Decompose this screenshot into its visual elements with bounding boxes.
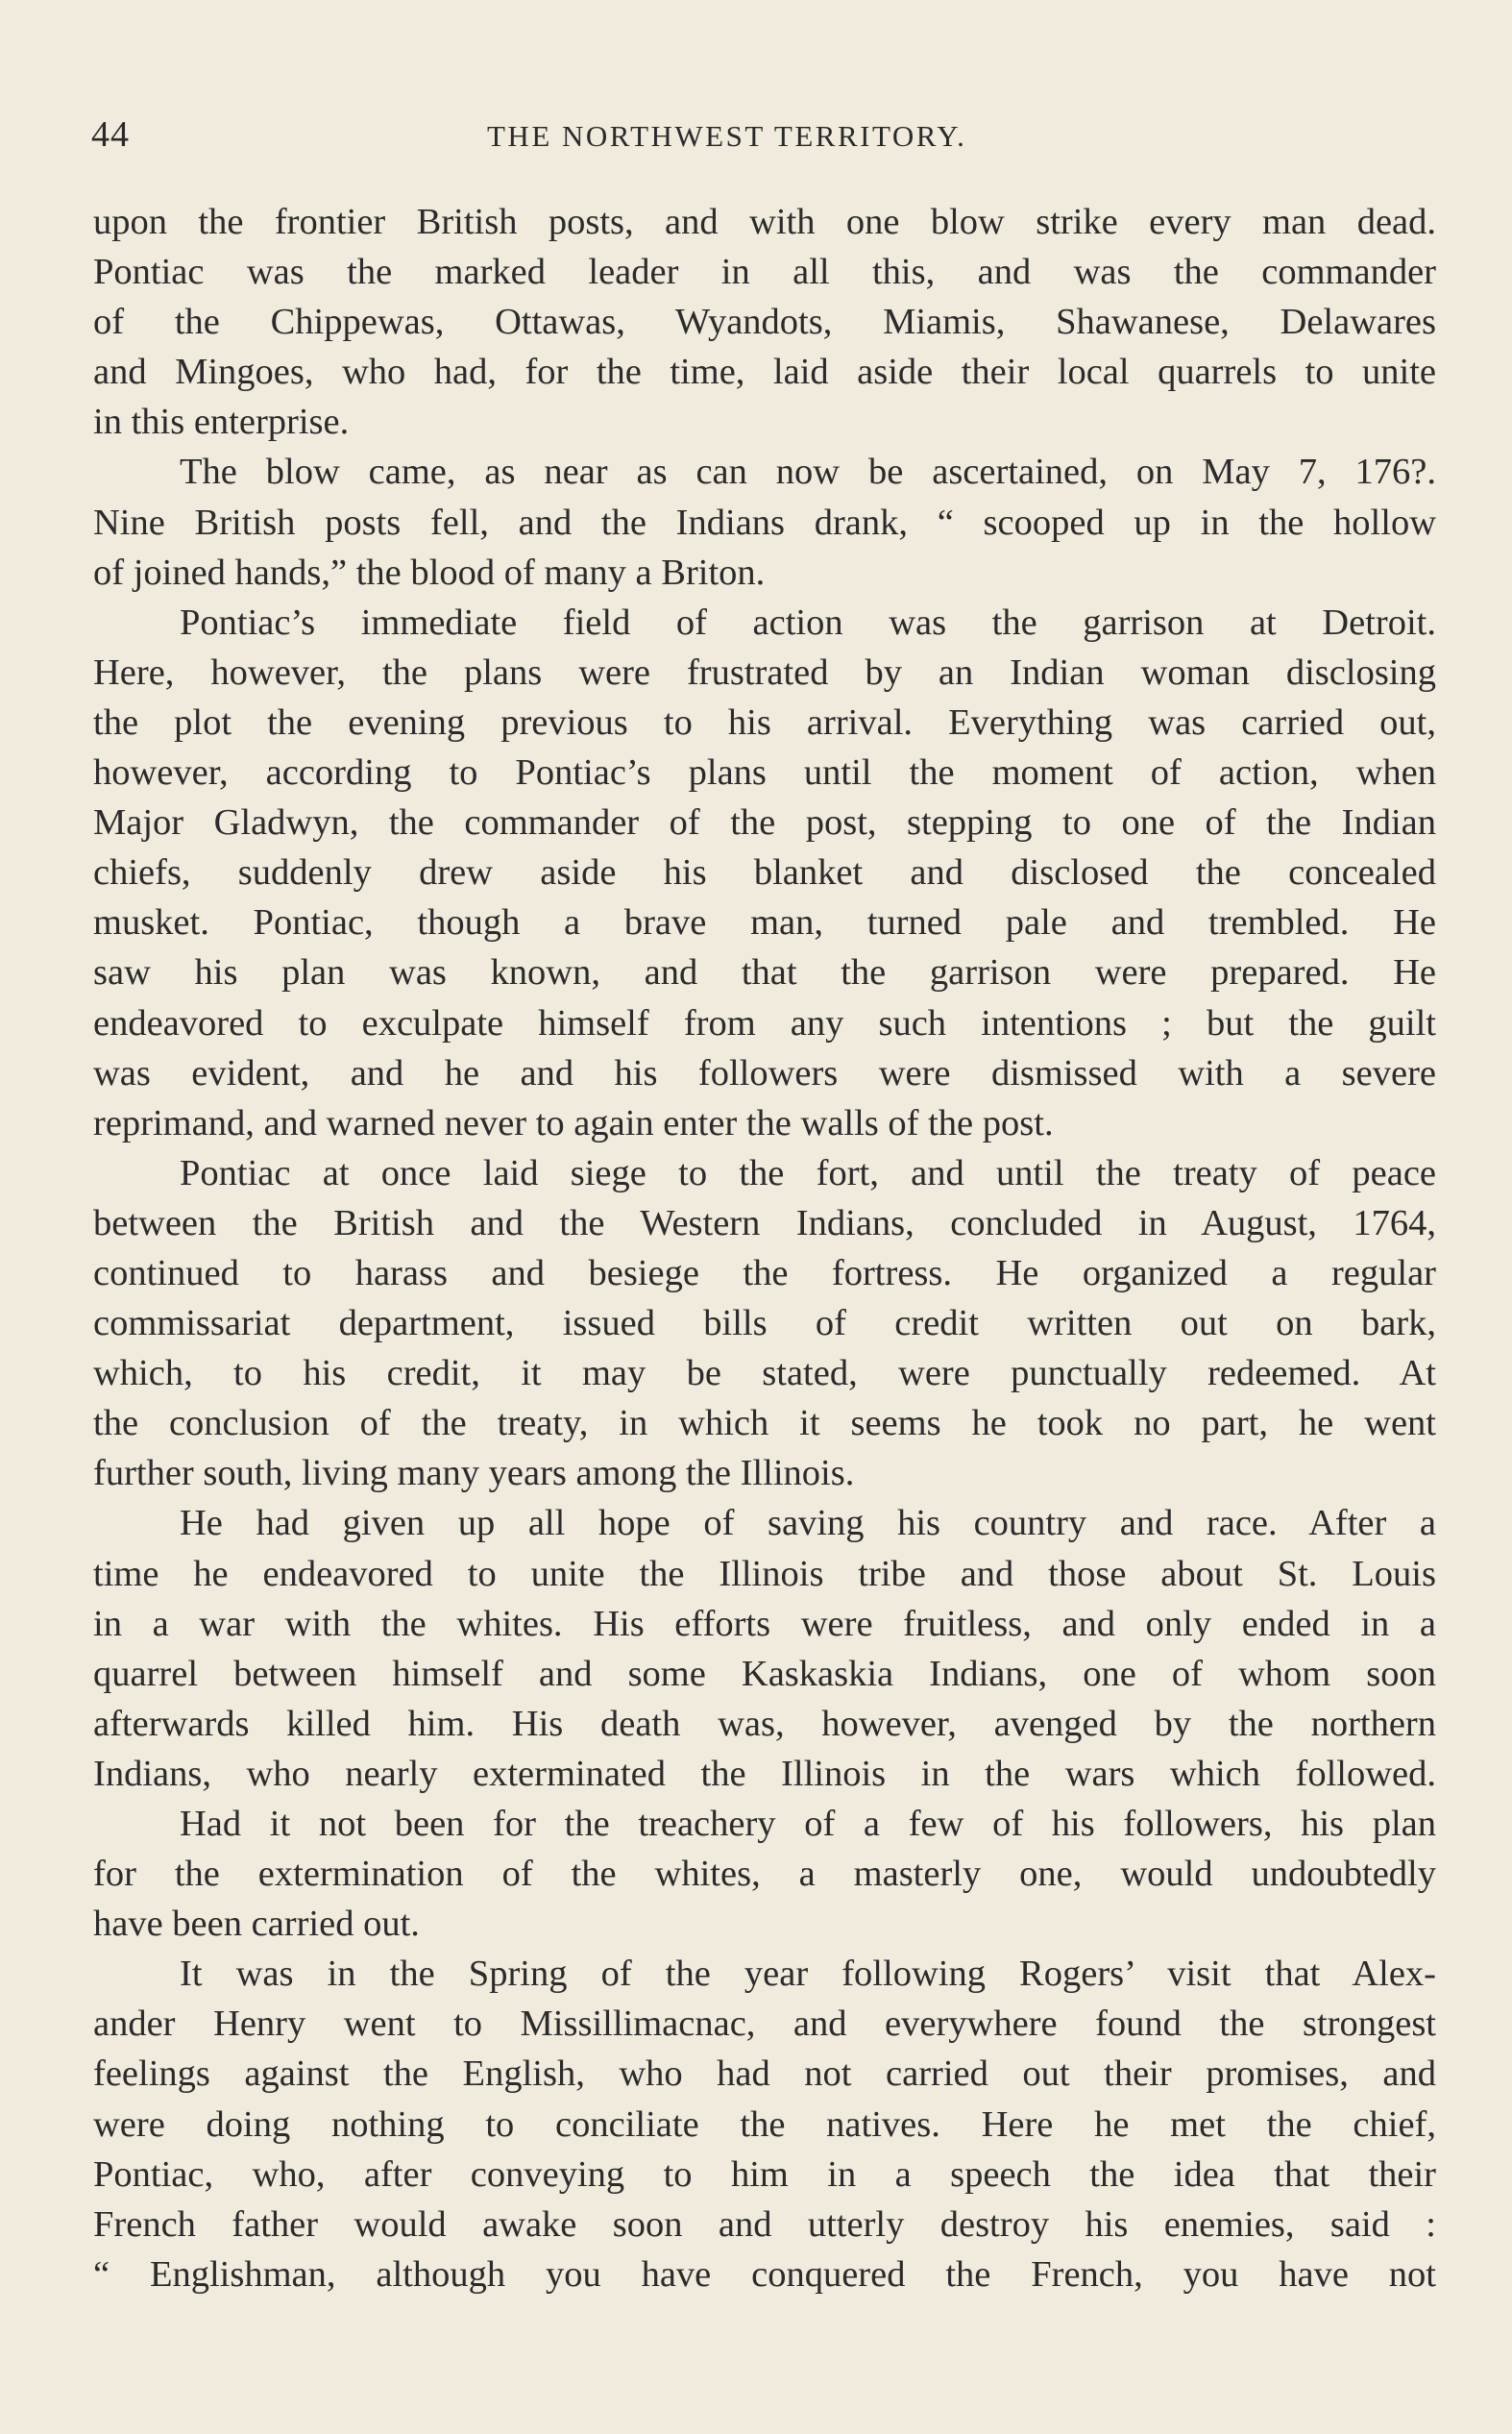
text-line: afterwards killed him. His death was, however, avenged by the northern	[93, 1703, 1436, 1744]
text-line: quarrel between himself and some Kaskaskia Indians, one of whom soon	[93, 1653, 1436, 1694]
text-line: “ Englishman, although you have conquered the French, you have not	[93, 2253, 1436, 2295]
text-line: Pontiac at once laid siege to the fort, and until the treaty of peace	[180, 1152, 1436, 1193]
body-text	[93, 197, 1436, 2299]
text-line: Pontiac was the marked leader in all this, and was the commander	[93, 252, 1436, 293]
text-line: Had it not been for the treachery of a few of his followers, his plan	[180, 1804, 1436, 1844]
text-line: It was in the Spring of the year following Rogers’ visit that Alex-	[180, 1954, 1436, 1995]
text-line: endeavored to exculpate himself from any such intentions ; but the guilt	[93, 1002, 1436, 1044]
text-line: commissariat department, issued bills of credit written out on bark,	[93, 1303, 1436, 1344]
text-line: were doing nothing to conciliate the natives. Here he met the chief,	[93, 2103, 1436, 2145]
text-line: musket. Pontiac, though a brave man, turned pale and trembled. He	[93, 902, 1436, 944]
text-line: time he endeavored to unite the Illinois tribe and those about St. Louis	[93, 1553, 1436, 1594]
page-number: 44	[91, 114, 130, 155]
text-line: The blow came, as near as can now be ascertained, on May 7, 176?.	[180, 452, 1436, 493]
page-header	[91, 113, 1436, 161]
text-line: Here, however, the plans were frustrated by an Indian woman disclosing	[93, 652, 1436, 693]
text-line: saw his plan was known, and that the garrison were prepared. He	[93, 952, 1436, 994]
text-line: of the Chippewas, Ottawas, Wyandots, Miamis, Shawanese, Delawares	[93, 302, 1436, 343]
text-line: the conclusion of the treaty, in which it seems he took no part, he went	[93, 1403, 1436, 1444]
text-line: further south, living many years among the Illinois.	[93, 1453, 855, 1494]
text-line: Pontiac’s immediate field of action was the garrison at Detroit.	[180, 602, 1436, 643]
running-title: THE NORTHWEST TERRITORY.	[487, 119, 967, 153]
text-line: for the extermination of the whites, a masterly one, would undoubtedly	[93, 1854, 1436, 1895]
text-line: the plot the evening previous to his arrival. Everything was carried out,	[93, 701, 1436, 743]
text-line: He had given up all hope of saving his country and race. After a	[180, 1503, 1436, 1544]
text-line: and Mingoes, who had, for the time, laid aside their local quarrels to unite	[93, 352, 1436, 393]
text-line: between the British and the Western Indians, concluded in August, 1764,	[93, 1202, 1436, 1243]
text-line: in this enterprise.	[93, 402, 350, 443]
text-line: Pontiac, who, after conveying to him in a speech the idea that their	[93, 2153, 1436, 2195]
text-line: in a war with the whites. His efforts were fruitless, and only ended in a	[93, 1603, 1436, 1644]
text-line: Indians, who nearly exterminated the Illinois in the wars which followed.	[93, 1753, 1436, 1794]
text-line: continued to harass and besiege the fortress. He organized a regular	[93, 1252, 1436, 1293]
text-line: ander Henry went to Missillimacnac, and everywhere found the strongest	[93, 2004, 1436, 2045]
text-line: reprimand, and warned never to again enter the walls of the post.	[93, 1102, 1054, 1143]
text-line: French father would awake soon and utterly destroy his enemies, said :	[93, 2203, 1436, 2245]
text-line: however, according to Pontiac’s plans until the moment of action, when	[93, 752, 1436, 794]
text-line: Major Gladwyn, the commander of the post, stepping to one of the Indian	[93, 802, 1436, 844]
text-line: was evident, and he and his followers were dismissed with a severe	[93, 1052, 1436, 1094]
text-line: upon the frontier British posts, and with one blow strike every man dead.	[93, 202, 1436, 242]
text-line: have been carried out.	[93, 1904, 420, 1945]
text-line: which, to his credit, it may be stated, were punctually redeemed. At	[93, 1353, 1436, 1394]
text-line: of joined hands,” the blood of many a Briton.	[93, 552, 766, 593]
text-line: chiefs, suddenly drew aside his blanket and disclosed the concealed	[93, 852, 1436, 894]
text-line: feelings against the English, who had not carried out their promises, and	[93, 2053, 1436, 2095]
text-line: Nine British posts fell, and the Indians drank, “ scooped up in the hollow	[93, 502, 1436, 543]
